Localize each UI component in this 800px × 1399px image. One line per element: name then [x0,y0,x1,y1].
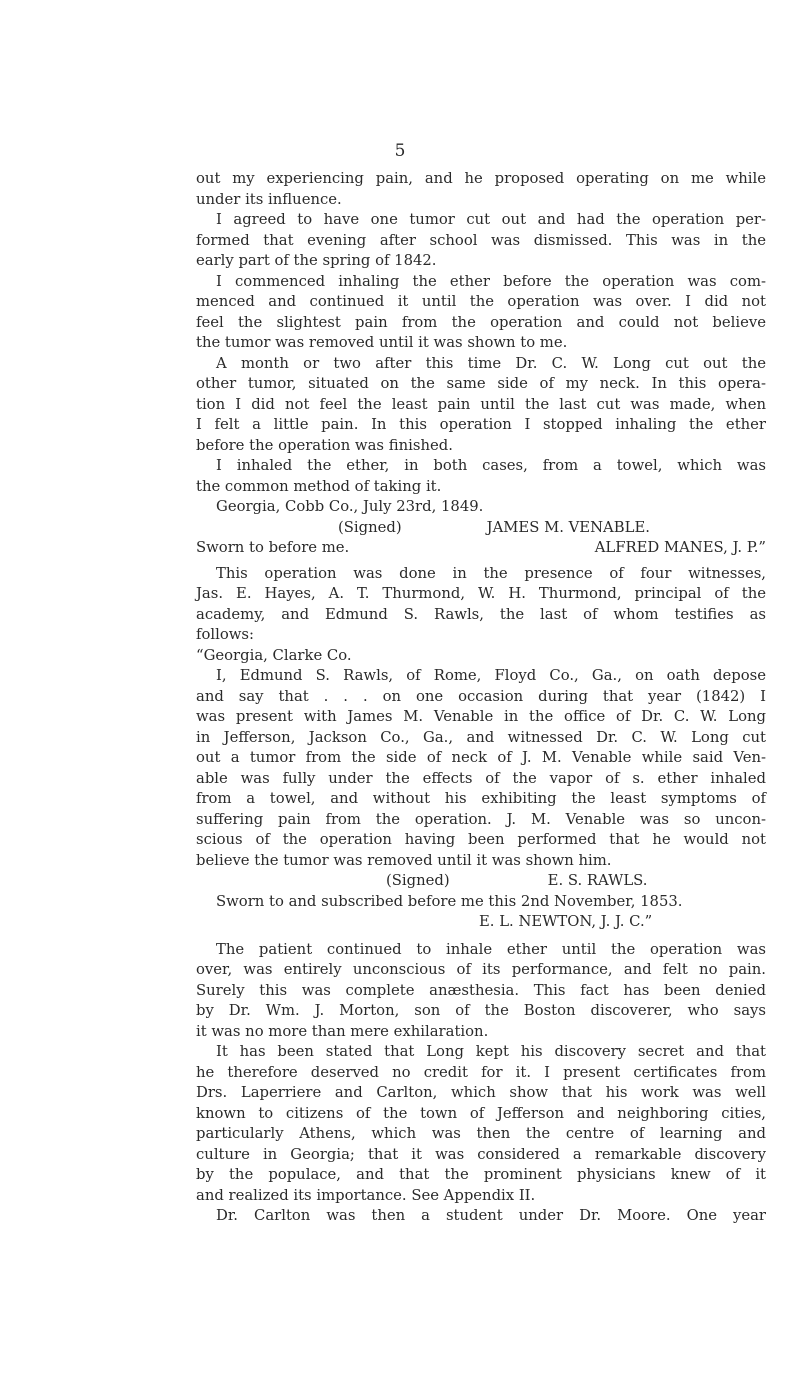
sworn-line [196,538,766,559]
signature-line [196,518,766,539]
sworn-label: Sworn to before me. [196,539,350,556]
text-line: formed that evening after school was dismissed. This was in the [196,231,766,249]
text-line: scious of the operation having been performed that he would not [196,831,766,848]
text-line: known to citizens of the town of Jefferson and neighboring cities, [196,1104,766,1122]
text-line: the common method of taking it. [196,477,442,495]
signed-label: (Signed) [386,872,450,889]
text-line: and say that . . . on one occasion during that year (1842) I [196,687,766,705]
text-line: by Dr. Wm. J. Morton, son of the Boston discoverer, who says [196,1002,766,1019]
paragraph-1 [196,169,766,210]
text-line: over, was entirely unconscious of its performance, and felt no pain. [196,961,766,978]
text-line: he therefore deserved no credit for it. I present certificates from [196,1063,766,1081]
affidavit-rawls [196,646,766,933]
sworn-line: Sworn to and subscribed before me this 2nd November, 1853. [216,892,683,910]
signature-line [196,871,766,892]
text-line: It has been stated that Long kept his discovery secret and that [216,1043,766,1060]
text-line: Drs. Laperriere and Carlton, which show that his work was well [196,1084,766,1101]
signed-label: (Signed) [338,518,402,536]
text-line: in Jefferson, Jackson Co., Ga., and witnessed Dr. C. W. Long cut [196,728,766,746]
text-line: Surely this was complete anæsthesia. This fact has been denied [196,981,766,999]
text-line: I felt a little pain. In this operation I stopped inhaling the ether [196,416,766,433]
text-line: other tumor, situated on the same side of my neck. In this opera- [196,375,766,392]
text-line: believe the tumor was removed until it was shown him. [196,851,612,869]
text-line: culture in Georgia; that it was considered a remarkable discovery [196,1145,766,1163]
text-line: out my experiencing pain, and he proposed operating on me while [196,170,766,187]
text-line: from a towel, and without his exhibiting the least symptoms of [196,790,766,807]
text-line: particularly Athens, which was then the centre of learning and [196,1125,766,1142]
official-name: E. L. NEWTON, J. J. C.” [479,913,653,930]
paragraph-witnesses [196,564,766,646]
text-line: able was fully under the effects of the vapor of s. ether inhaled [196,769,766,787]
closing-paragraph-2 [196,1042,766,1206]
text-line: and realized its importance. See Appendix II. [196,1186,536,1204]
paragraph-2 [196,210,766,272]
signer-name: JAMES M. VENABLE. [486,518,650,536]
text-line: early part of the spring of 1842. [196,252,437,269]
text-line: suffering pain from the operation. J. M. Venable was so uncon- [196,810,766,828]
closing-paragraph-1 [196,940,766,1043]
text-line: I agreed to have one tumor cut out and had the operation per- [216,211,766,228]
affidavit-place-date: Georgia, Cobb Co., July 23rd, 1849. [216,498,484,515]
text-line: I commenced inhaling the ether before the operation was com- [216,272,766,290]
paragraph-5 [196,456,766,497]
text-line: academy, and Edmund S. Rawls, the last of whom testifies as [196,605,766,623]
page-number: 5 [394,141,406,161]
paragraph-3 [196,272,766,354]
text-line: follows: [196,626,255,643]
text-line: I inhaled the ether, in both cases, from a towel, which was [216,457,766,474]
text-line: The patient continued to inhale ether until the operation was [216,940,766,958]
signer-name: E. S. RAWLS. [547,872,648,889]
text-line: it was no more than mere exhilaration. [196,1022,489,1040]
body-text [196,169,766,1227]
text-line: tion I did not feel the least pain until the last cut was made, when [196,395,766,413]
text-line: before the operation was finished. [196,436,453,454]
text-line: Dr. Carlton was then a student under Dr. Moore. One year [216,1207,766,1224]
text-line: Jas. E. Hayes, A. T. Thurmond, W. H. Thurmond, principal of the [196,585,766,602]
affidavit-place: “Georgia, Clarke Co. [196,646,352,664]
text-line: by the populace, and that the prominent physicians knew of it [196,1166,766,1183]
text-line: I, Edmund S. Rawls, of Rome, Floyd Co., Ga., on oath depose [216,667,766,684]
text-line: was present with James M. Venable in the office of Dr. C. W. Long [196,708,766,725]
text-line: the tumor was removed until it was shown to me. [196,334,568,351]
affidavit-venable [196,497,766,559]
paragraph-4 [196,354,766,457]
text-line: A month or two after this time Dr. C. W. Long cut out the [216,354,766,372]
text-line: feel the slightest pain from the operation and could not believe [196,313,766,331]
text-line: under its influence. [196,190,342,208]
official-name: ALFRED MANES, J. P.” [594,539,766,556]
closing-paragraph-3 [196,1206,766,1227]
text-line: out a tumor from the side of neck of J. M. Venable while said Ven- [196,749,766,766]
text-line: This operation was done in the presence of four witnesses, [216,564,766,582]
text-line: menced and continued it until the operation was over. I did not [196,293,766,310]
